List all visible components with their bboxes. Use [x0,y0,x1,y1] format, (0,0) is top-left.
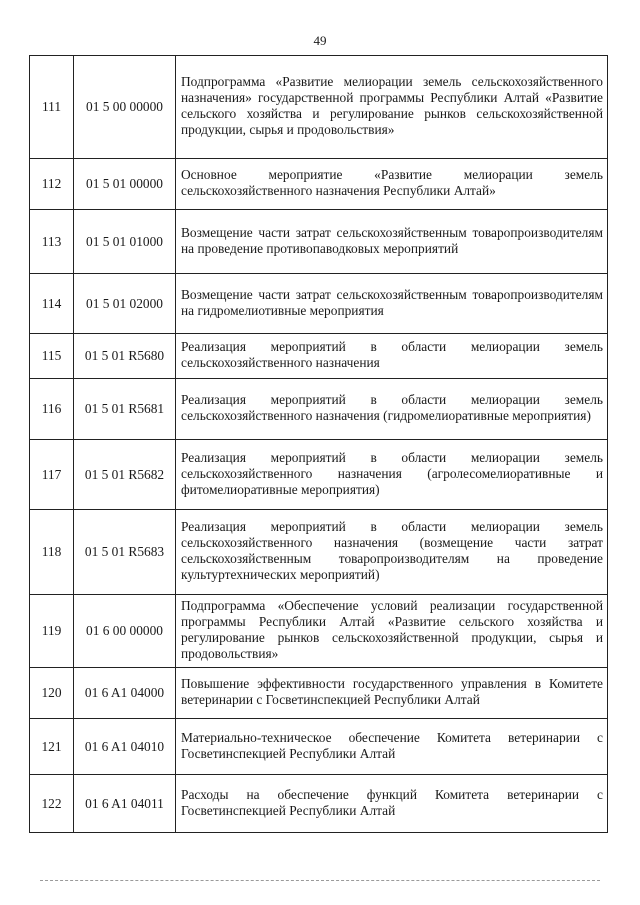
row-number: 112 [30,159,74,210]
classification-code: 01 5 01 R5680 [74,334,176,379]
row-description: Расходы на обеспечение функций Комитета ветеринарии с Госветинспекцией Республики Алтай [176,775,608,833]
row-number: 113 [30,210,74,274]
row-number: 120 [30,668,74,719]
row-description: Возмещение части затрат сельскохозяйственным товаропроизводителям на гидромелиотивные мероприятия [176,274,608,334]
classification-code: 01 5 01 02000 [74,274,176,334]
row-description: Реализация мероприятий в области мелиорации земель сельскохозяйственного назначения (агролесомелиоративные и фитомелиоративные мероприятия) [176,440,608,510]
table-row [30,719,608,775]
table-row [30,440,608,510]
classification-code: 01 5 01 R5682 [74,440,176,510]
row-number: 117 [30,440,74,510]
classification-code: 01 5 01 R5681 [74,379,176,440]
row-number: 111 [30,56,74,159]
row-number: 119 [30,595,74,668]
row-description: Возмещение части затрат сельскохозяйственным товаропроизводителям на проведение противопаводковых мероприятий [176,210,608,274]
table-row [30,334,608,379]
classification-code: 01 6 00 00000 [74,595,176,668]
table-row [30,379,608,440]
row-description: Реализация мероприятий в области мелиорации земель сельскохозяйственного назначения (гидромелиоративные мероприятия) [176,379,608,440]
row-description: Повышение эффективности государственного управления в Комитете ветеринарии с Госветинспекцией Республики Алтай [176,668,608,719]
row-number: 114 [30,274,74,334]
classification-code: 01 5 01 00000 [74,159,176,210]
row-description: Материально-техническое обеспечение Комитета ветеринарии с Госветинспекцией Республики Алтай [176,719,608,775]
row-number: 121 [30,719,74,775]
row-description: Подпрограмма «Развитие мелиорации земель сельскохозяйственного назначения» государственной программы Республики Алтай «Развитие сельского хозяйства и регулирование рынков сельскохозяйственной продукции, сырья и продовольствия» [176,56,608,159]
classification-code: 01 6 A1 04011 [74,775,176,833]
table-row [30,274,608,334]
table-row [30,210,608,274]
bottom-divider [40,880,600,881]
row-description: Реализация мероприятий в области мелиорации земель сельскохозяйственного назначения [176,334,608,379]
classification-code: 01 5 01 01000 [74,210,176,274]
table-row [30,775,608,833]
budget-code-table [29,55,608,833]
classification-code: 01 5 01 R5683 [74,510,176,595]
row-description: Подпрограмма «Обеспечение условий реализации государственной программы Республики Алтай «Развитие сельского хозяйства и регулирование рынков сельскохозяйственной продукции, сырья и продовольствия» [176,595,608,668]
row-description: Реализация мероприятий в области мелиорации земель сельскохозяйственного назначения (возмещение части затрат сельскохозяйственным товаропроизводителям на проведение культуртехнических мероприятий) [176,510,608,595]
row-number: 122 [30,775,74,833]
table-row [30,668,608,719]
table-row [30,159,608,210]
classification-code: 01 6 A1 04000 [74,668,176,719]
classification-code: 01 5 00 00000 [74,56,176,159]
row-number: 115 [30,334,74,379]
table-row [30,595,608,668]
row-description: Основное мероприятие «Развитие мелиорации земель сельскохозяйственного назначения Республики Алтай» [176,159,608,210]
table-row [30,510,608,595]
classification-code: 01 6 A1 04010 [74,719,176,775]
table-row [30,56,608,159]
row-number: 116 [30,379,74,440]
row-number: 118 [30,510,74,595]
page-number: 49 [313,33,327,48]
